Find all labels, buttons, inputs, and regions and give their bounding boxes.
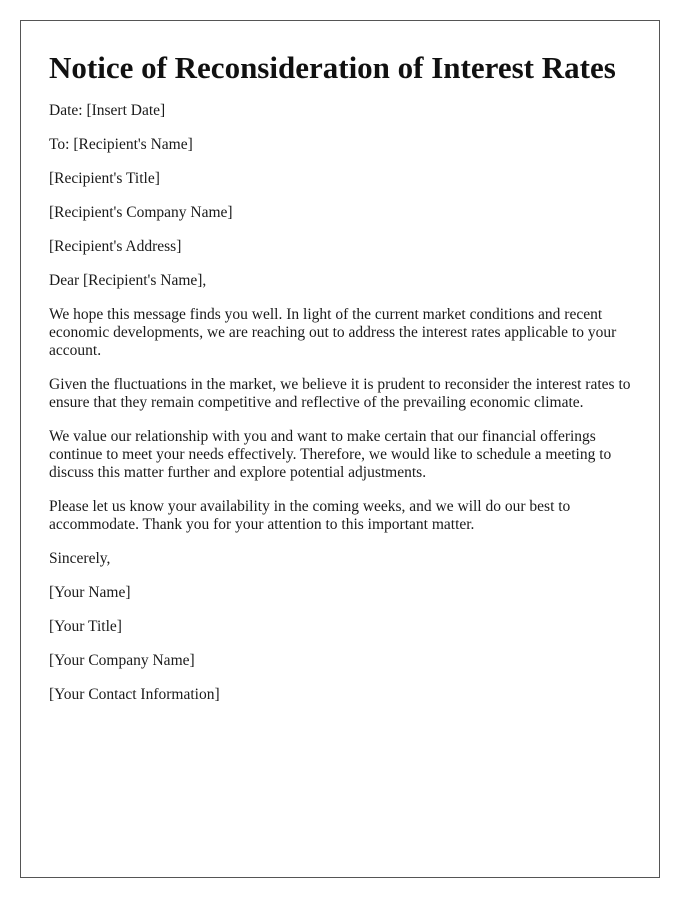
letter-title: Notice of Reconsideration of Interest Rates [49, 50, 616, 85]
recipient-company-line: [Recipient's Company Name] [49, 204, 233, 221]
letter-page [20, 20, 660, 878]
salutation: Dear [Recipient's Name], [49, 272, 207, 289]
body-paragraph-1: We hope this message finds you well. In light of the current market conditions and recent economic developments, we are reaching out to address the interest rates applicable to your account. [49, 306, 617, 359]
body-paragraph-4: Please let us know your availability in the coming weeks, and we will do our best to accommodate. Thank you for your attention to this important matter. [49, 498, 571, 533]
sender-contact: [Your Contact Information] [49, 686, 220, 703]
sender-company: [Your Company Name] [49, 652, 195, 669]
recipient-address-line: [Recipient's Address] [49, 238, 182, 255]
body-paragraph-3: We value our relationship with you and want to make certain that our financial offerings continue to meet your needs effectively. Therefore, we would like to schedule a meeting to discuss this matter further and explore potential adjustments. [49, 428, 612, 481]
recipient-title-line: [Recipient's Title] [49, 170, 160, 187]
closing: Sincerely, [49, 550, 111, 567]
body-paragraph-2: Given the fluctuations in the market, we believe it is prudent to reconsider the interest rates to ensure that they remain competitive and reflective of the prevailing economic climate. [49, 376, 631, 411]
date-line: Date: [Insert Date] [49, 102, 166, 119]
sender-title: [Your Title] [49, 618, 122, 635]
sender-name: [Your Name] [49, 584, 131, 601]
recipient-name-line: To: [Recipient's Name] [49, 136, 193, 153]
